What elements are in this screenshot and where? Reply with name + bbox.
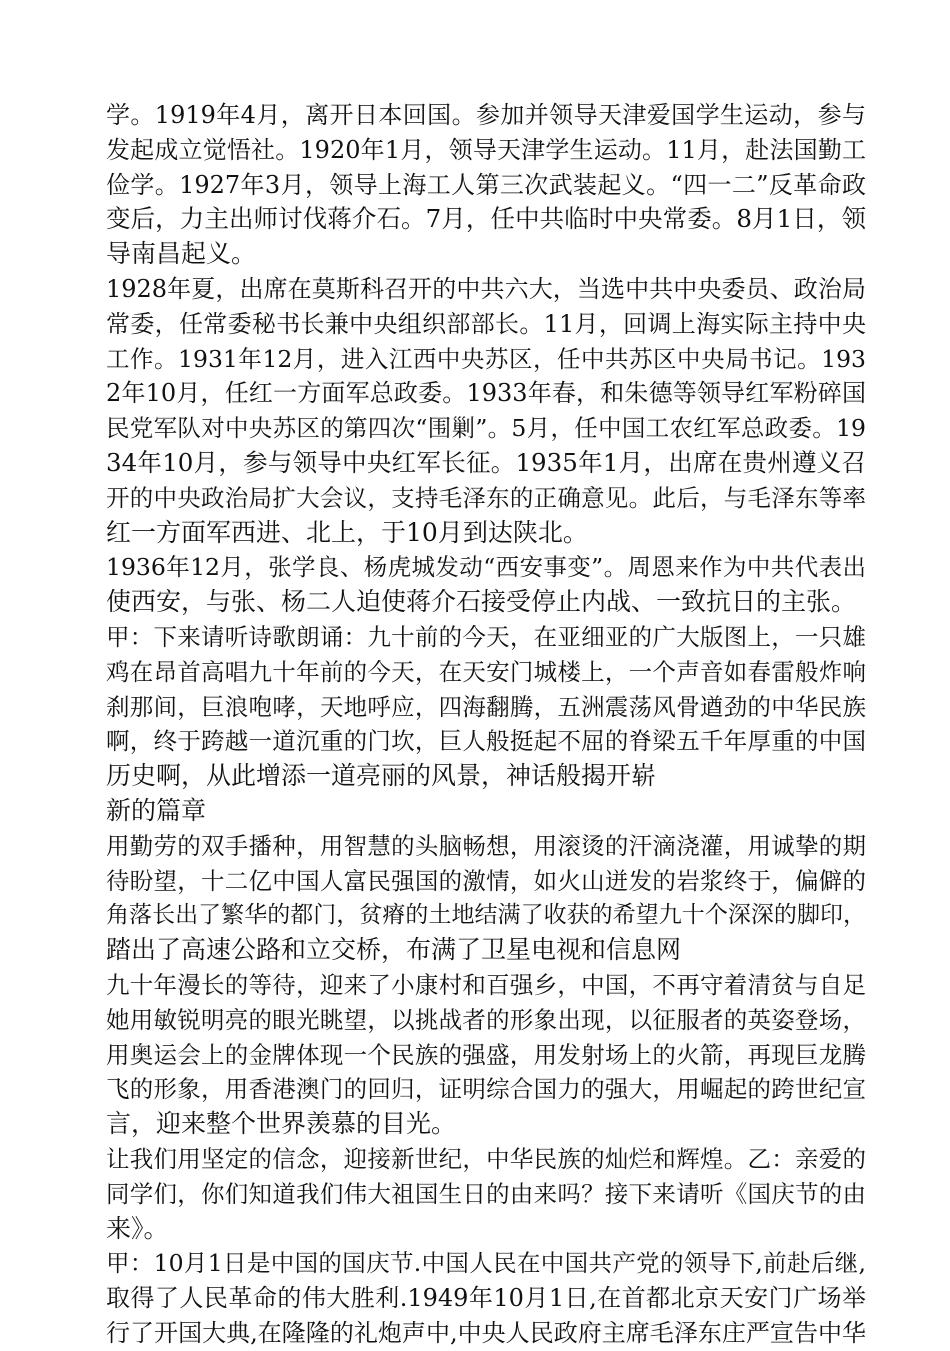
text-line: 常委，任常委秘书长兼中央组织部部长。11月，回调上海实际主持中央 — [106, 309, 866, 338]
text-line: 她用敏锐明亮的眼光眺望，以挑战者的形象出现，以征服者的英姿登场， — [106, 1005, 866, 1034]
text-line: 学。1919年4月，离开日本回国。参加并领导天津爱国学生运动，参与 — [106, 101, 866, 129]
text-line: 同学们，你们知道我们伟大祖国生日的由来吗？接下来请听《国庆节的由 — [106, 1179, 866, 1208]
text-line: 新的篇章 — [106, 795, 207, 825]
document-body — [106, 98, 866, 1351]
text-line: 待盼望，十二亿中国人富民强国的激情，如火山迸发的岩浆终于，偏僻的 — [106, 866, 866, 895]
text-line: 用奥运会上的金牌体现一个民族的强盛，用发射场上的火箭，再现巨龙腾 — [106, 1040, 866, 1069]
text-line: 导南昌起义。 — [106, 239, 257, 269]
text-line: 来》。 — [106, 1213, 169, 1243]
text-line: 甲：下来请听诗歌朗诵：九十前的今天，在亚细亚的广大版图上，一只雄 — [106, 622, 866, 651]
text-line: 变后，力主出师讨伐蒋介石。7月，任中共临时中央常委。8月1日，领 — [106, 204, 866, 234]
text-line: 开的中央政治局扩大会议，支持毛泽东的正确意见。此后，与毛泽东等率 — [106, 483, 866, 512]
text-line: 行了开国大典,在隆隆的礼炮声中,中央人民政府主席毛泽东庄严宣告中华 — [106, 1318, 866, 1347]
text-line: 民党军队对中央苏区的第四次“围剿”。5月，任中国工农红军总政委。19 — [106, 414, 866, 443]
text-line: 刹那间，巨浪咆哮，天地呼应，四海翻腾，五洲震荡风骨遒劲的中华民族 — [106, 692, 866, 721]
text-line: 飞的形象，用香港澳门的回归，证明综合国力的强大，用崛起的跨世纪宣 — [106, 1075, 866, 1104]
text-line: 甲：10月1日是中国的国庆节.中国人民在中国共产党的领导下,前赴后继, — [106, 1249, 866, 1278]
text-line: 工作。1931年12月，进入江西中央苏区，任中共苏区中央局书记。193 — [106, 344, 866, 373]
text-line: 鸡在昂首高唱九十年前的今天，在天安门城楼上，一个声音如春雷般炸响 — [106, 657, 866, 686]
text-line: 取得了人民革命的伟大胜利.1949年10月1日,在首都北京天安门广场举 — [106, 1284, 866, 1313]
text-line: 1936年12月，张学良、杨虎城发动“西安事变”。周恩来作为中共代表出 — [106, 553, 866, 582]
text-line: 言，迎来整个世界羡慕的目光。 — [106, 1109, 457, 1139]
text-line: 红一方面军西进、北上，于10月到达陕北。 — [106, 517, 588, 547]
text-line: 啊，终于跨越一道沉重的门坎，巨人般挺起不屈的脊梁五千年厚重的中国 — [106, 727, 866, 756]
text-line: 历史啊，从此增添一道亮丽的风景，神话般揭开崭 — [106, 761, 657, 791]
text-line: 发起成立觉悟社。1920年1月，领导天津学生运动。11月，赴法国勤工 — [106, 135, 866, 164]
text-line: 九十年漫长的等待，迎来了小康村和百强乡，中国，不再守着清贫与自足 — [106, 970, 866, 999]
text-line: 1928年夏，出席在莫斯科召开的中共六大，当选中共中央委员、政治局 — [106, 274, 866, 303]
text-line: 俭学。1927年3月，领导上海工人第三次武装起义。“四一二”反革命政 — [106, 170, 866, 199]
text-line: 34年10月，参与领导中央红军长征。1935年1月，出席在贵州遵义召 — [106, 447, 866, 477]
text-line: 踏出了高速公路和立交桥，布满了卫星电视和信息网 — [106, 935, 682, 965]
text-line: 使西安，与张、杨二人迫使蒋介石接受停止内战、一致抗日的主张。 — [106, 587, 857, 617]
text-line: 让我们用坚定的信念，迎接新世纪，中华民族的灿烂和辉煌。乙：亲爱的 — [106, 1144, 866, 1173]
text-line: 用勤劳的双手播种，用智慧的头脑畅想，用滚烫的汗滴浇灌，用诚挚的期 — [106, 831, 866, 860]
text-line: 2年10月，任红一方面军总政委。1933年春，和朱德等领导红军粉碎国 — [106, 379, 866, 408]
text-line: 角落长出了繁华的都门，贫瘠的土地结满了收获的希望九十个深深的脚印， — [106, 902, 866, 929]
